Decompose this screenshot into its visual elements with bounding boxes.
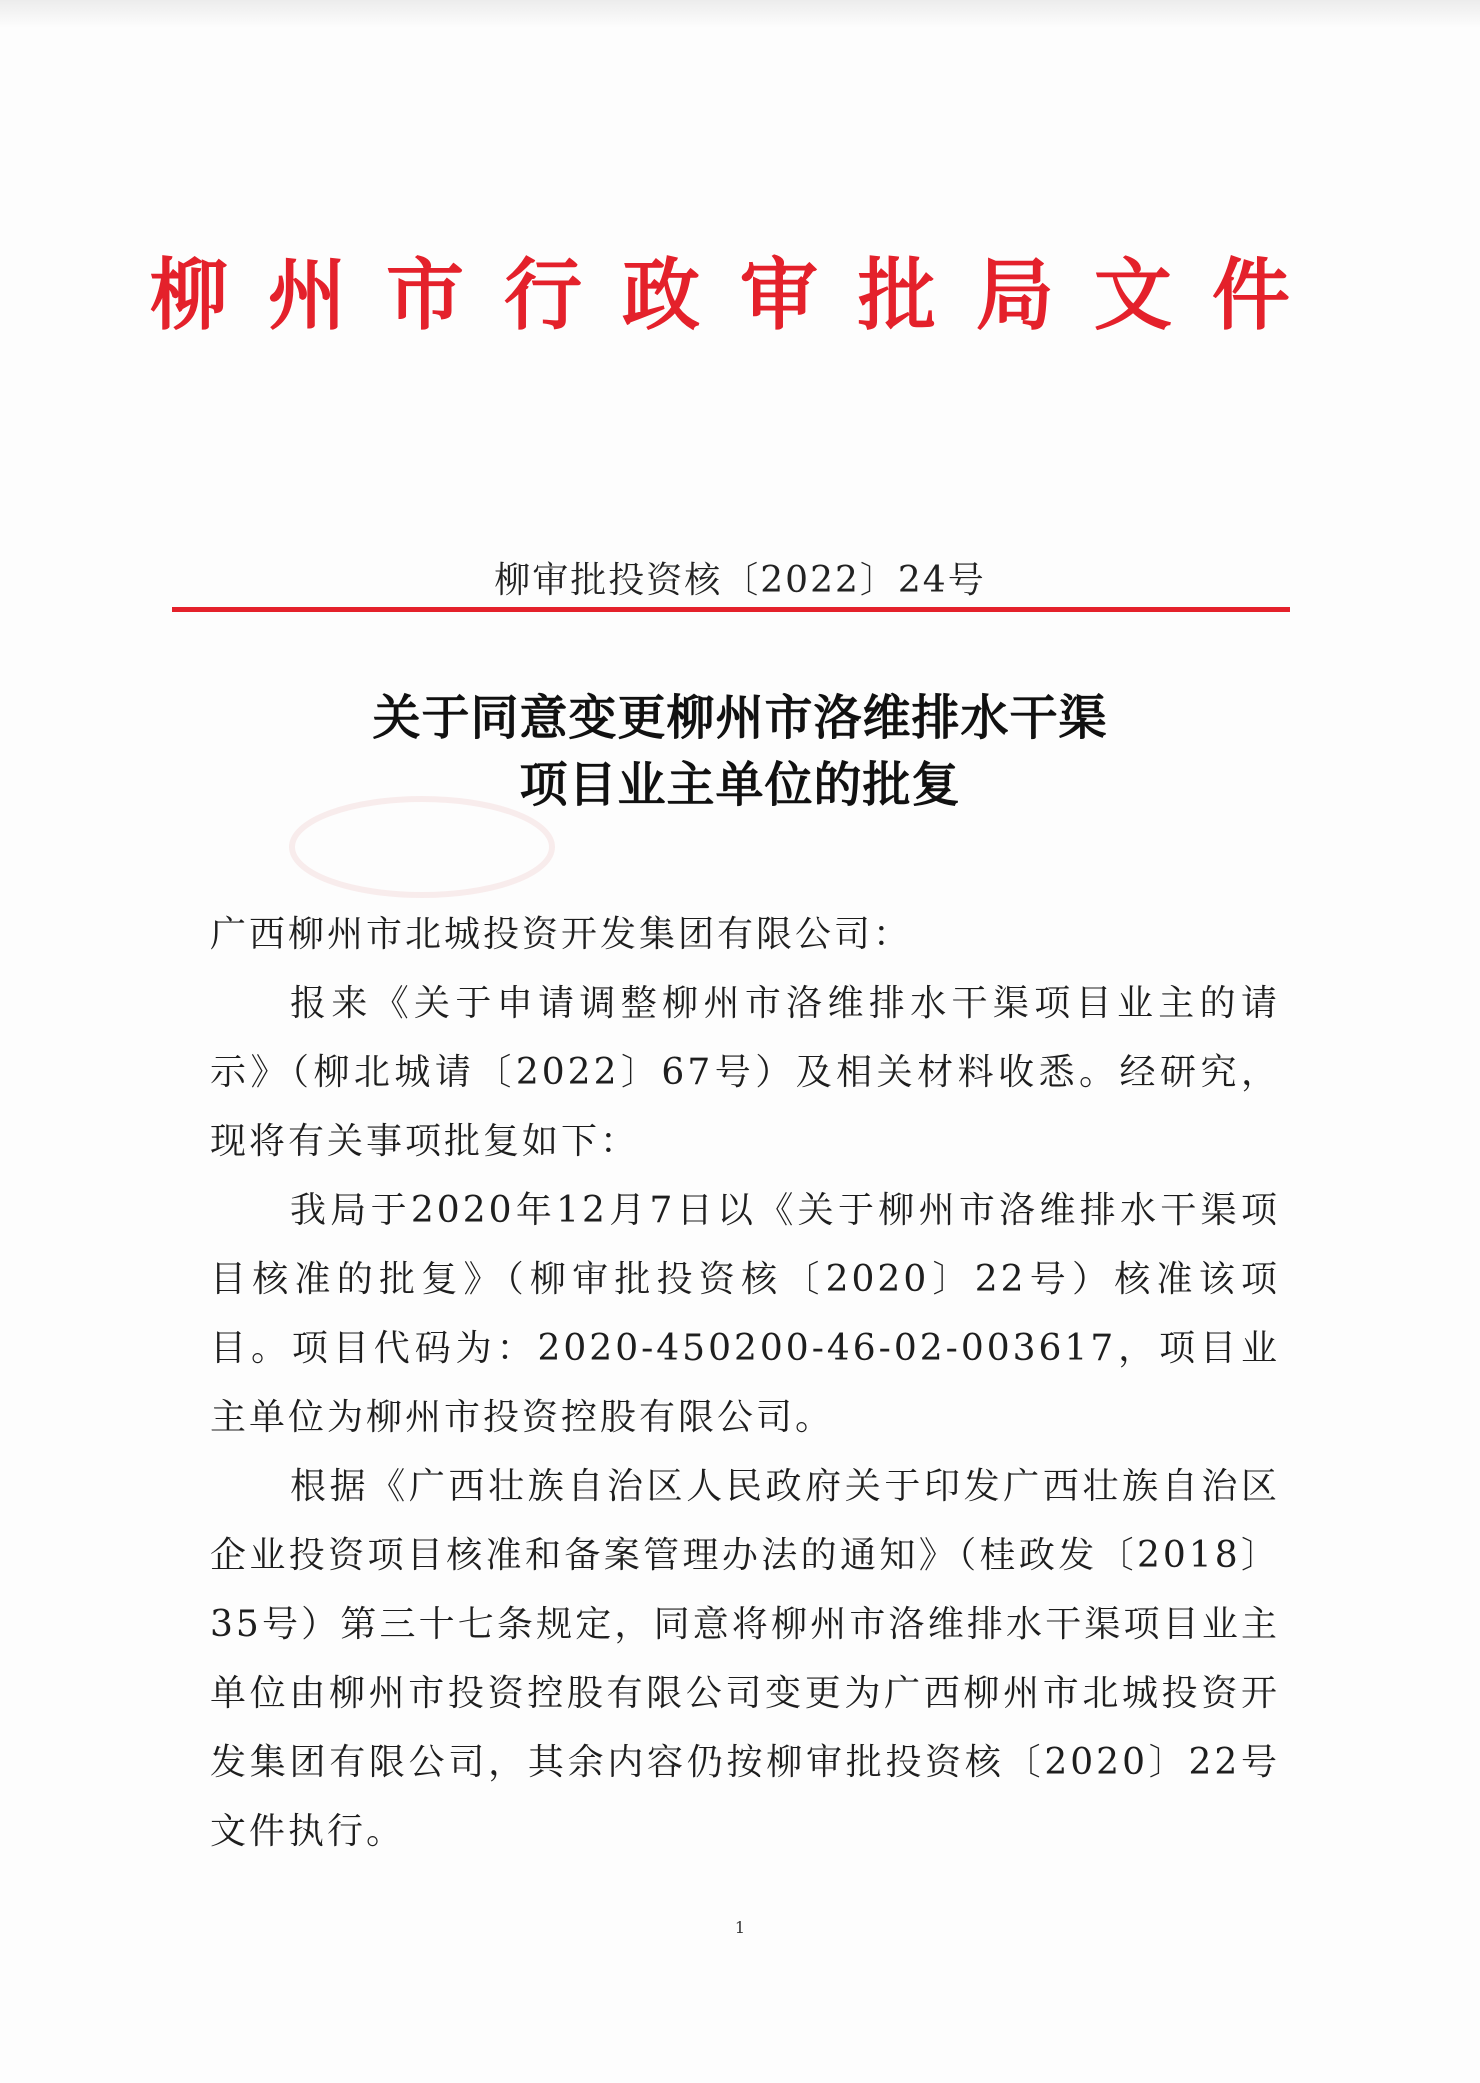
body-paragraph-3: 根据《广西壮族自治区人民政府关于印发广西壮族自治区企业投资项目核准和备案管理办法的通知》（桂政发〔2018〕35号）第三十七条规定，同意将柳州市洛维排水干渠项目业主单位由柳州市投资控股有限公司变更为广西柳州市北城投资开发集团有限公司，其余内容仍按柳审批投资核〔2020〕22号文件执行。	[210, 1466, 1280, 1852]
red-divider-line	[172, 607, 1290, 612]
document-body	[210, 900, 1280, 1866]
masthead-char: 行	[503, 250, 582, 341]
document-title	[0, 685, 1480, 819]
masthead-char: 文	[1093, 250, 1172, 341]
masthead-char: 柳	[150, 250, 229, 341]
scan-edge-shadow	[0, 0, 1480, 28]
masthead-char: 审	[739, 250, 818, 341]
document-number: 柳审批投资核〔2022〕24号	[494, 560, 986, 601]
title-line-1: 关于同意变更柳州市洛维排水干渠	[372, 690, 1108, 746]
page-number: 1	[734, 1918, 746, 1937]
addressee: 广西柳州市北城投资开发集团有限公司：	[210, 914, 913, 955]
body-paragraph-2: 我局于2020年12月7日以《关于柳州市洛维排水干渠项目核准的批复》（柳审批投资核〔2020〕22号）核准该项目。项目代码为：2020-450200-46-02-003617，项目业主单位为柳州市投资控股有限公司。	[210, 1190, 1280, 1438]
masthead	[150, 236, 1290, 356]
masthead-char: 批	[857, 250, 936, 341]
masthead-char: 局	[975, 250, 1054, 341]
masthead-char: 州	[267, 250, 346, 341]
body-paragraph-1: 报来《关于申请调整柳州市洛维排水干渠项目业主的请示》（柳北城请〔2022〕67号）及相关材料收悉。经研究，现将有关事项批复如下：	[210, 983, 1280, 1162]
masthead-char: 政	[621, 250, 700, 341]
title-line-2: 项目业主单位的批复	[519, 757, 961, 813]
masthead-char: 市	[385, 250, 464, 341]
masthead-char: 件	[1211, 250, 1290, 341]
